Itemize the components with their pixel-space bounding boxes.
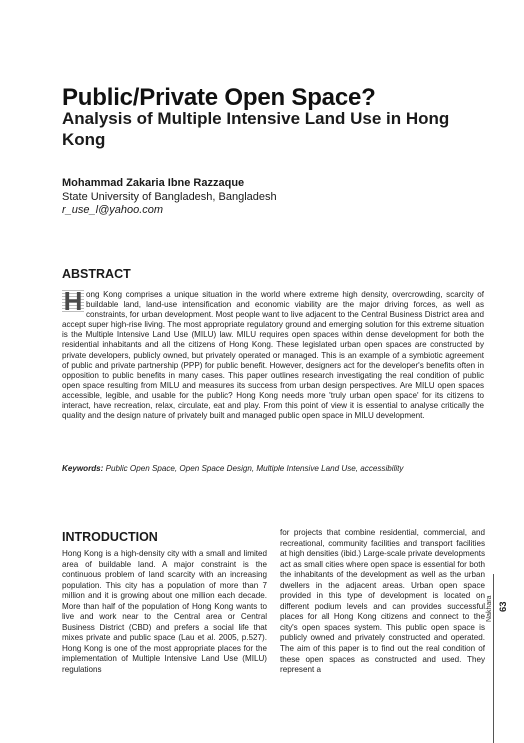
- abstract-heading: ABSTRACT: [62, 267, 131, 281]
- keywords-label: Keywords:: [62, 464, 104, 473]
- page-number: 63: [498, 601, 509, 612]
- introduction-heading: INTRODUCTION: [62, 530, 158, 544]
- author-block: [62, 177, 277, 218]
- page-side-rule: [493, 574, 494, 743]
- journal-name: Nakhara: [486, 595, 493, 622]
- keywords-line: [62, 464, 484, 473]
- introduction-left-column: [62, 549, 267, 676]
- article-subtitle: Analysis of Multiple Intensive Land Use in Hong Kong: [62, 109, 450, 149]
- author-affiliation: State University of Bangladesh, Bangladesh: [62, 190, 277, 203]
- author-email: r_use_l@yahoo.com: [62, 204, 164, 216]
- introduction-paragraph: Hong Kong is a high-density city with a small and limited area of buildable land. A major constraint is the continuous problem of land scarcity with an increasing population. This city has a population of more than 7 million and it is growing about one million each decade. More than half of the population of Hong Kong wants to live and work near to the Central area or Central Business District (CBD) and prefers a social life that mixes private and public space (Lau et al. 2005, p.527). Hong Kong is one of the most appropriate places for the implementation of Multiple Intensive Land Use (MILU) regulations: [62, 549, 267, 675]
- dropcap-letter: H: [63, 286, 83, 316]
- introduction-right-column: [280, 528, 485, 676]
- keywords-text: Public Open Space, Open Space Design, Multiple Intensive Land Use, accessibility: [105, 464, 404, 473]
- abstract-body: [62, 286, 484, 421]
- introduction-paragraph-continued: for projects that combine residential, commercial, and recreational, community facilities and transport facilities at high densities (ibid.) Large-scale private developments act as small cities where open space is essential for both the inhabitants of the development as well as the urban dwellers in the adjacent areas. Urban open space provided in this type of development is located on different podium levels and can provides successful places for all Hong Kong citizens and connect to the city's open spaces system. This public open space is publicly owned and privately constructed and operated. The aim of this paper is to find out the real condition of these open spaces as constructed and used. They represent a: [280, 528, 485, 675]
- abstract-text: ong Kong comprises a unique situation in the world where extreme high density, overcrowding, scarcity of buildable land, land-use intensification and economic viability are the major driving forces, as well as constraints, for urban development. Most people want to live adjacent to the Central Business District area and accept super high-rise living. The most appropriate regulatory ground and emerging solution for this extreme situation is the Multiple Intensive Land Use (MILU) law. MILU requires open spaces within dense development for both the residential inhabitants and all the citizens of Hong Kong. These legislated urban open spaces are constructed by private developers, publicly owned, but privately operated or managed. This is an example of a symbiotic agreement of public and private partnership (PPP) for public benefit. However, designers act for the developer's benefits often in opposition to public benefits in many cases. This paper outlines research investigating the real condition of public open space resulting from MILU and measures its success from urban design perspectives. Are MILU open spaces accessible, legible, and usable for the public? Hong Kong needs more 'truly urban open space' for its citizens to interact, have recreation, relax, circulate, eat and play. From this point of view it is essential to analyse critically the quality and the design nature of privately built and managed public open space in MILU development.: [62, 290, 484, 421]
- author-name: Mohammad Zakaria Ibne Razzaque: [62, 177, 245, 189]
- article-title: Public/Private Open Space?: [62, 84, 376, 111]
